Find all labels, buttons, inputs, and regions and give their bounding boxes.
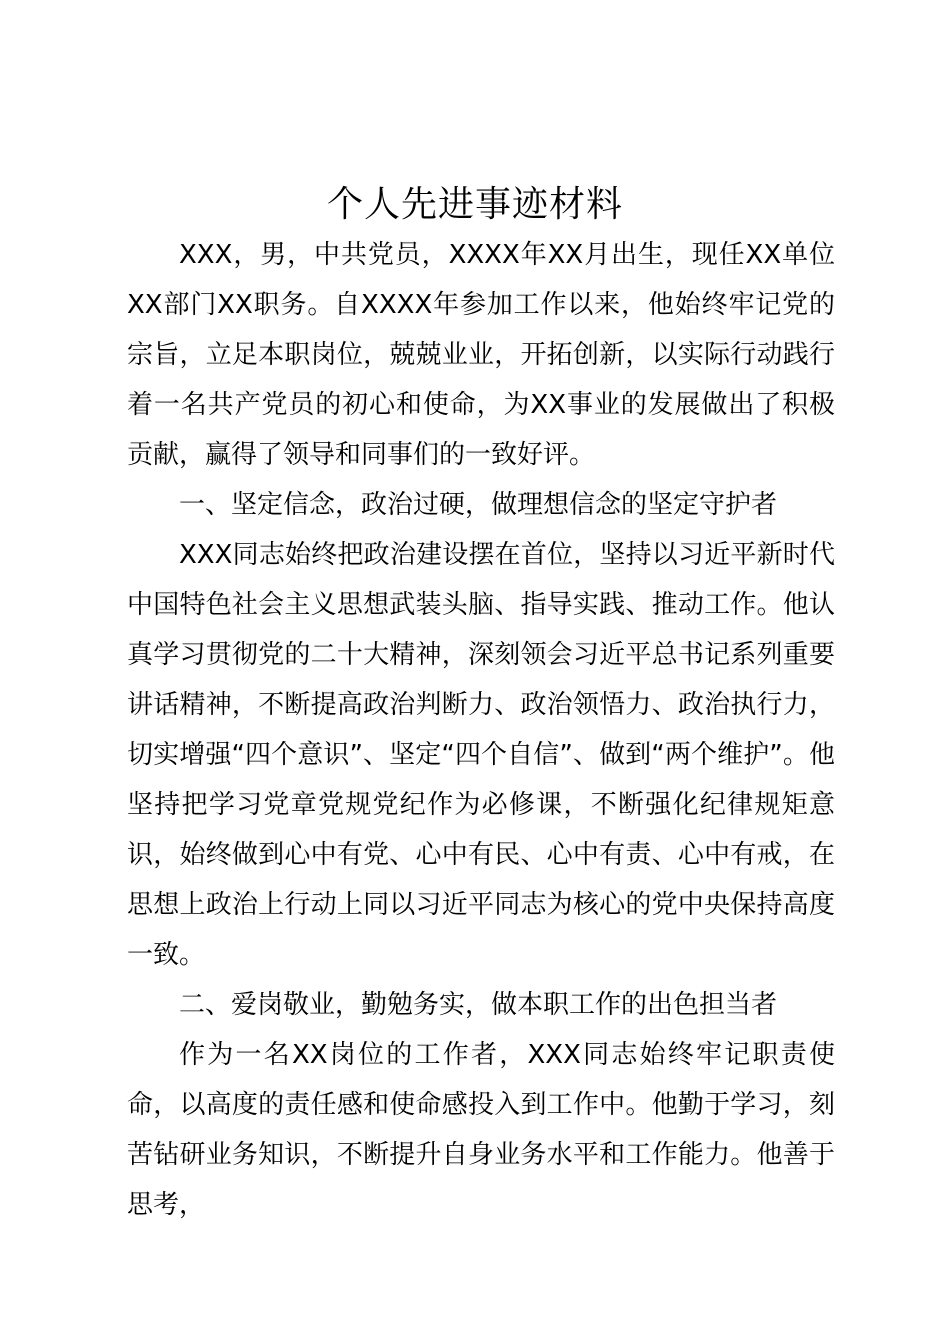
intro-paragraph: XXX，男，中共党员，XXXX年XX月出生，现任XX单位XX部门XX职务。自XXXX年参加工作以来，他始终牢记党的宗旨，立足本职岗位，兢兢业业，开拓创新，以实际行动践行着一名共产党员的初心和使命，为XX事业的发展做出了积极贡献，赢得了领导和同事们的一致好评。 <box>127 240 835 470</box>
section-2-paragraph: 作为一名XX岗位的工作者，XXX同志始终牢记职责使命，以高度的责任感和使命感投入到工作中。他勤于学习，刻苦钻研业务知识，不断提升自身业务水平和工作能力。他善于思考， <box>127 1040 835 1220</box>
section-heading-1: 一、坚定信念，政治过硬，做理想信念的坚定守护者 <box>179 490 778 520</box>
section-heading-2: 二、爱岗敬业，勤勉务实，做本职工作的出色担当者 <box>179 990 778 1020</box>
document-title: 个人先进事迹材料 <box>326 184 623 225</box>
section-1-paragraph: XXX同志始终把政治建设摆在首位，坚持以习近平新时代中国特色社会主义思想武装头脑、指导实践、推动工作。他认真学习贯彻党的二十大精神，深刻领会习近平总书记系列重要讲话精神，不断提高政治判断力、政治领悟力、政治执行力，切实增强“四个意识”、坚定“四个自信”、做到“两个维护”。他坚持把学习党章党规党纪作为必修课，不断强化纪律规矩意识，始终做到心中有党、心中有民、心中有责、心中有戒，在思想上政治上行动上同以习近平同志为核心的党中央保持高度一致。 <box>127 540 835 970</box>
document-body <box>127 230 835 1230</box>
